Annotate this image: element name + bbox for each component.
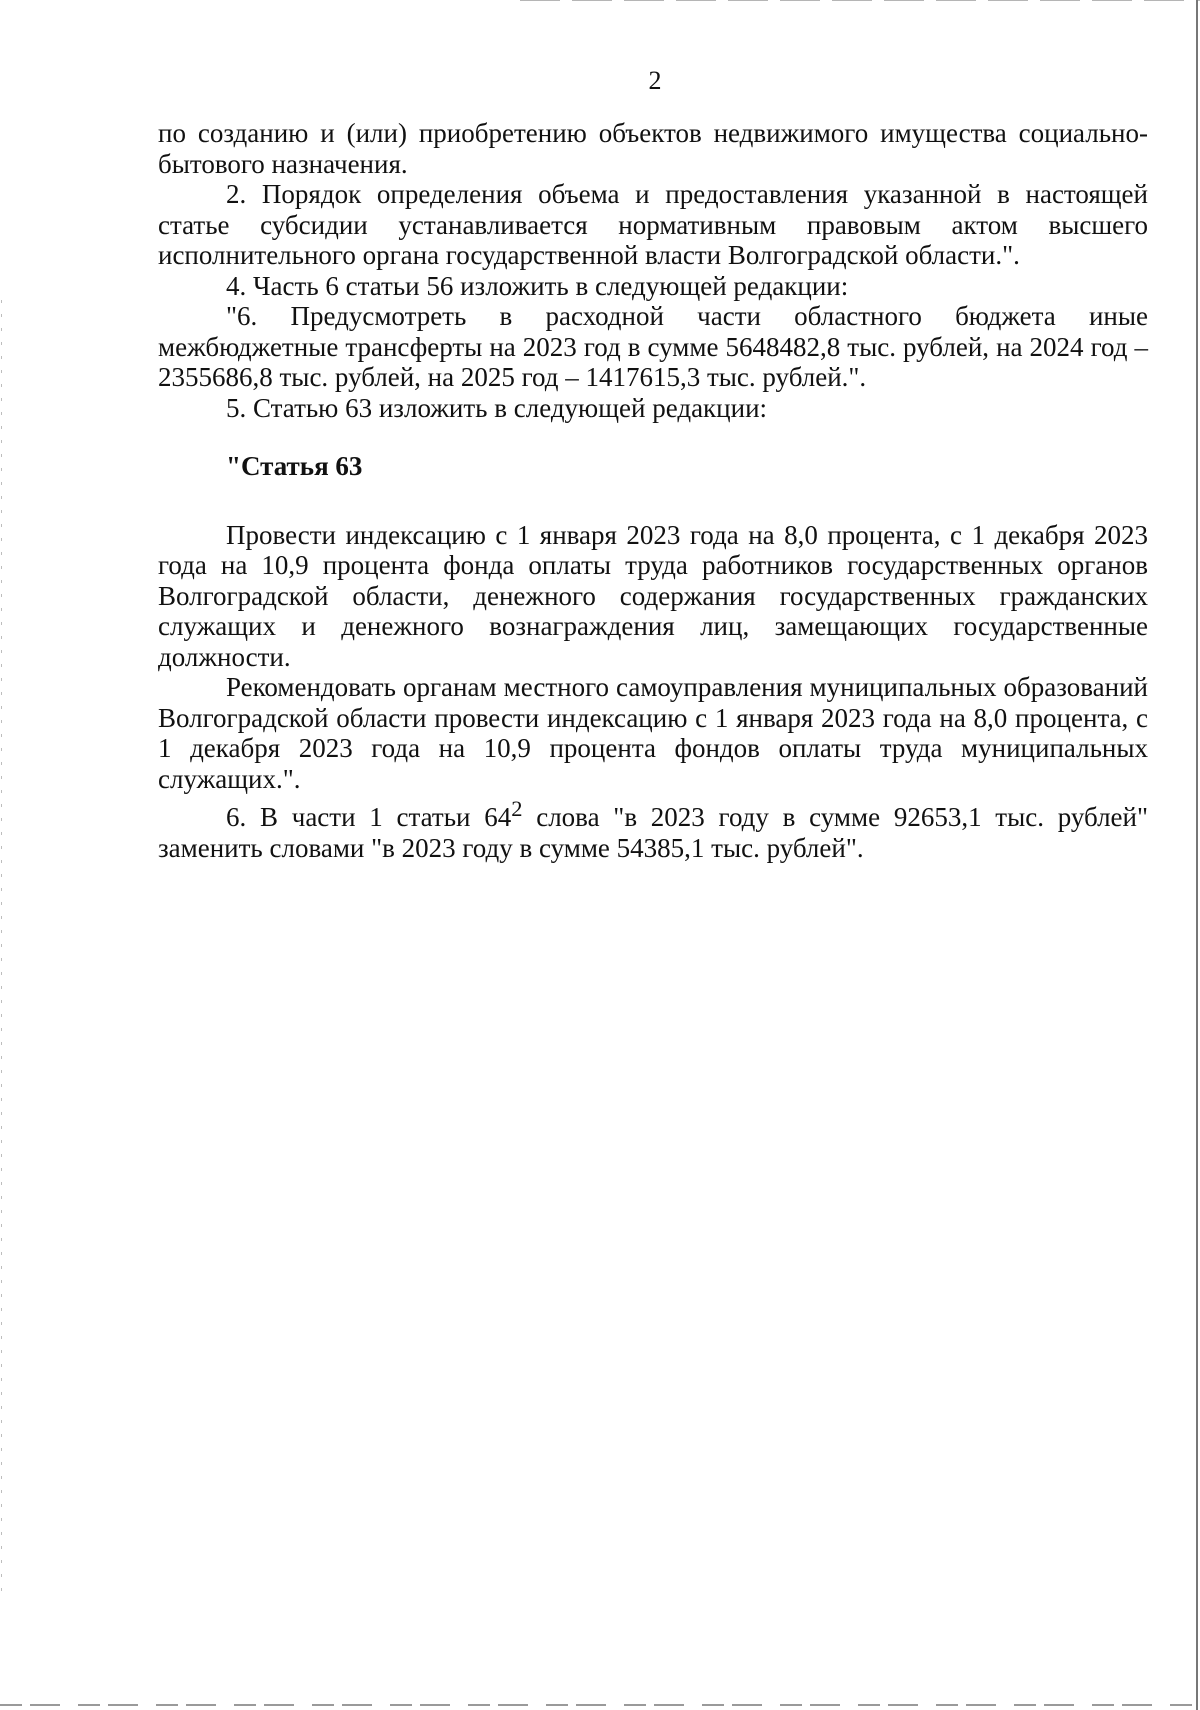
scan-top-edge [520, 0, 1200, 1]
scan-left-edge [1, 300, 2, 1600]
paragraph-item-5: 5. Статью 63 изложить в следующей редакции: [226, 392, 768, 423]
paragraph-indexation: Провести индексацию с 1 января 2023 года на 8,0 процента, с 1 декабря 2023 года на 10,9 процента фонда оплаты труда работников государственных органов Волгоградской области, денежного содержания государственных гражданских служащих и денежного вознаграждения лиц, замещающих государственные должности. [158, 519, 1148, 672]
document-body [158, 118, 1148, 863]
paragraph-item-4: 4. Часть 6 статьи 56 изложить в следующей редакции: [226, 270, 849, 301]
page-number: 2 [648, 66, 662, 95]
item-6-text-start: 6. В части 1 статьи 64 [226, 802, 512, 832]
paragraph-part-6-text: "6. Предусмотреть в расходной части областного бюджета иные межбюджетные трансферты на 2023 год в сумме 5648482,8 тыс. рублей, на 2024 год – 2355686,8 тыс. рублей, на 2025 год – 1417615,3 тыс. рублей.". [158, 301, 1148, 392]
superscript-number: 2 [511, 796, 523, 821]
paragraph-item-6 [158, 794, 1148, 863]
paragraph-recommendation: Рекомендовать органам местного самоуправления муниципальных образований Волгоградской области провести индексацию с 1 января 2023 года на 8,0 процента, с 1 декабря 2023 года на 10,9 процента фондов оплаты труда муниципальных служащих.". [158, 672, 1148, 794]
article-heading: "Статья 63 [226, 451, 363, 481]
paragraph-continuation: по созданию и (или) приобретению объектов недвижимого имущества социально-бытового назначения. [158, 118, 1148, 179]
item-6-text-end: слова "в 2023 году в сумме 92653,1 тыс. рублей" заменить словами "в 2023 году в сумме 54385,1 тыс. рублей". [158, 802, 1149, 863]
scan-bottom-edge [0, 1704, 1200, 1706]
paragraph-point-2: 2. Порядок определения объема и предоставления указанной в настоящей статье субсидии устанавливается нормативным правовым актом высшего исполнительного органа государственной власти Волгоградской области.". [158, 179, 1148, 270]
scan-right-edge [1196, 0, 1198, 1710]
